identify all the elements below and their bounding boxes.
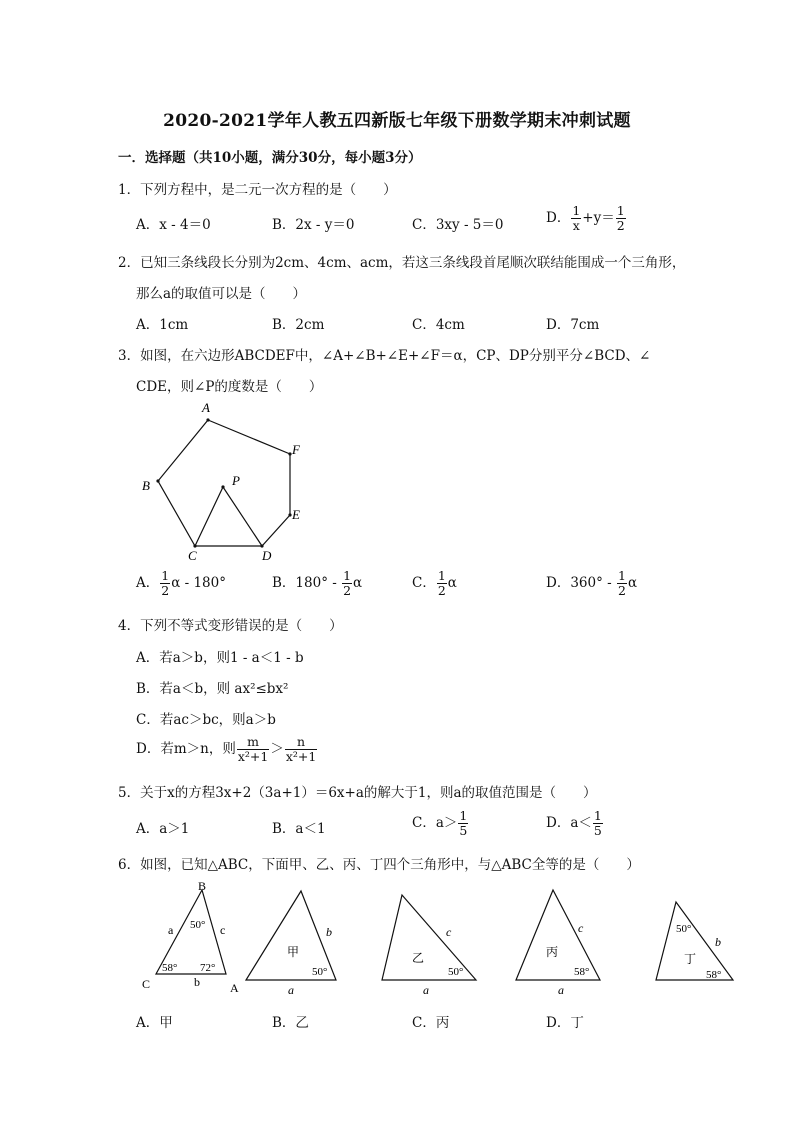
- fraction: $\frac{1}{2}$: [343, 568, 352, 598]
- q6-option-a: A．甲: [136, 1015, 173, 1031]
- abc-vertex-a: A: [230, 981, 239, 995]
- jia-side-b: b: [326, 925, 332, 939]
- abc-side-c: c: [220, 923, 226, 937]
- question-2-stem-line1: 2．已知三条线段长分别为2cm、4cm、acm，若这三条线段首尾顺次联结能围成一个三角形，: [118, 255, 686, 271]
- triangles-figure: [136, 878, 736, 998]
- q6-option-d: D．丁: [546, 1015, 584, 1031]
- abc-vertex-b: B: [198, 879, 207, 893]
- vertex-label-f: F: [292, 442, 300, 457]
- question-6-stem: 6．如图，已知△ABC，下面甲、乙、丙、丁四个三角形中，与△ABC全等的是（ ）: [118, 857, 640, 873]
- hexagon-figure: [138, 398, 308, 566]
- q6-option-c: C．丙: [412, 1015, 450, 1031]
- q2-option-d: D．7cm: [546, 317, 600, 333]
- question-2-stem-line2: 那么a的取值可以是（ ）: [136, 286, 307, 302]
- jia-angle: 50°: [312, 966, 328, 978]
- vertex-label-e: E: [292, 507, 300, 522]
- bing-side-c: c: [578, 921, 584, 935]
- question-3-stem-line2: CDE，则∠P的度数是（ ）: [136, 379, 323, 395]
- fraction: $\frac{1}{2}$: [437, 568, 446, 598]
- yi-side-c: c: [446, 925, 452, 939]
- q6-option-b: B．乙: [272, 1015, 309, 1031]
- q3-option-d: D．360° - $\frac{1}{2}$ α: [546, 568, 638, 598]
- ding-angle-1: 50°: [676, 923, 692, 935]
- q2-option-b: B．2cm: [272, 317, 325, 333]
- q1-option-b: B．2x - y＝0: [272, 217, 355, 233]
- q4-option-a: A．若a＞b，则1 - a＜1 - b: [136, 650, 304, 666]
- question-1-stem: 1．下列方程中，是二元一次方程的是（ ）: [118, 182, 397, 198]
- vertex-label-b: B: [142, 478, 150, 493]
- jia-side-a: a: [288, 983, 294, 997]
- fraction: $\frac{1}{2}$: [618, 568, 626, 598]
- abc-angle-a: 72°: [200, 962, 216, 974]
- ding-angle-2: 58°: [706, 969, 722, 981]
- question-4-stem: 4．下列不等式变形错误的是（ ）: [118, 618, 343, 634]
- vertex-label-a: A: [202, 400, 210, 415]
- q2-option-a: A．1cm: [136, 317, 189, 333]
- fraction: $\frac{1}{2}$: [616, 203, 625, 233]
- triangle-ding-label: 丁: [684, 952, 697, 966]
- abc-angle-c: 58°: [162, 962, 178, 974]
- q3-option-b: B．180° - $\frac{1}{2}$ α: [272, 568, 363, 598]
- q5-option-a: A．a＞1: [136, 821, 190, 837]
- q4-option-d: D．若m＞n，则 $\frac{m}{\text{x²+1}}$ ＞ $\frac{n}{\text{x²+1}}$: [136, 734, 317, 764]
- q3-option-c: C． $\frac{1}{2}$ α: [412, 568, 457, 598]
- section-heading: 一．选择题（共10小题，满分30分，每小题3分）: [118, 150, 422, 166]
- triangle-bing-label: 丙: [546, 945, 559, 959]
- ding-side-b: b: [715, 935, 721, 949]
- q1-option-c: C．3xy - 5＝0: [412, 217, 504, 233]
- fraction: $\frac{1}{5}$: [593, 808, 602, 838]
- q4-option-b: B．若a＜b，则 ax²≤bx²: [136, 681, 289, 697]
- q5-option-c: C．a＞ $\frac{1}{5}$: [412, 808, 468, 838]
- q1-option-d: D． $\frac{1}{x}$ +y＝ $\frac{1}{2}$: [546, 203, 625, 233]
- fraction: $\frac{m}{\text{x²+1}}$: [237, 734, 269, 764]
- vertex-label-d: D: [262, 548, 272, 563]
- q4-option-c: C．若ac＞bc，则a＞b: [136, 712, 276, 728]
- question-5-stem: 5．关于x的方程3x+2（3a+1）＝6x+a的解大于1，则a的取值范围是（ ）: [118, 785, 597, 801]
- vertex-label-c: C: [188, 548, 197, 563]
- bing-side-a: a: [558, 983, 564, 997]
- bing-angle: 58°: [574, 966, 590, 978]
- fraction: $\frac{n}{\text{x²+1}}$: [285, 734, 317, 764]
- fraction: $\frac{1}{x}$: [572, 203, 581, 233]
- yi-side-a: a: [423, 983, 429, 997]
- abc-side-a: a: [168, 923, 174, 937]
- q5-option-b: B．a＜1: [272, 821, 326, 837]
- yi-angle: 50°: [448, 966, 464, 978]
- abc-vertex-c: C: [142, 977, 151, 991]
- question-3-stem-line1: 3．如图，在六边形ABCDEF中，∠A+∠B+∠E+∠F＝α，CP、DP分别平分∠BCD、∠: [118, 348, 651, 364]
- triangle-jia-label: 甲: [287, 945, 300, 959]
- triangle-yi-label: 乙: [412, 951, 425, 965]
- point-label-p: P: [232, 473, 240, 488]
- q1-option-a: A．x - 4＝0: [136, 217, 211, 233]
- abc-side-b: b: [194, 975, 200, 989]
- fraction: $\frac{1}{5}$: [459, 808, 468, 838]
- q5-option-d: D．a＜ $\frac{1}{5}$: [546, 808, 602, 838]
- fraction: $\frac{1}{2}$: [161, 568, 170, 598]
- q3-option-a: A． $\frac{1}{2}$ α - 180°: [136, 568, 226, 598]
- abc-angle-b: 50°: [190, 919, 206, 931]
- page-title: 2020-2021学年人教五四新版七年级下册数学期末冲刺试题: [163, 111, 631, 131]
- q2-option-c: C．4cm: [412, 317, 465, 333]
